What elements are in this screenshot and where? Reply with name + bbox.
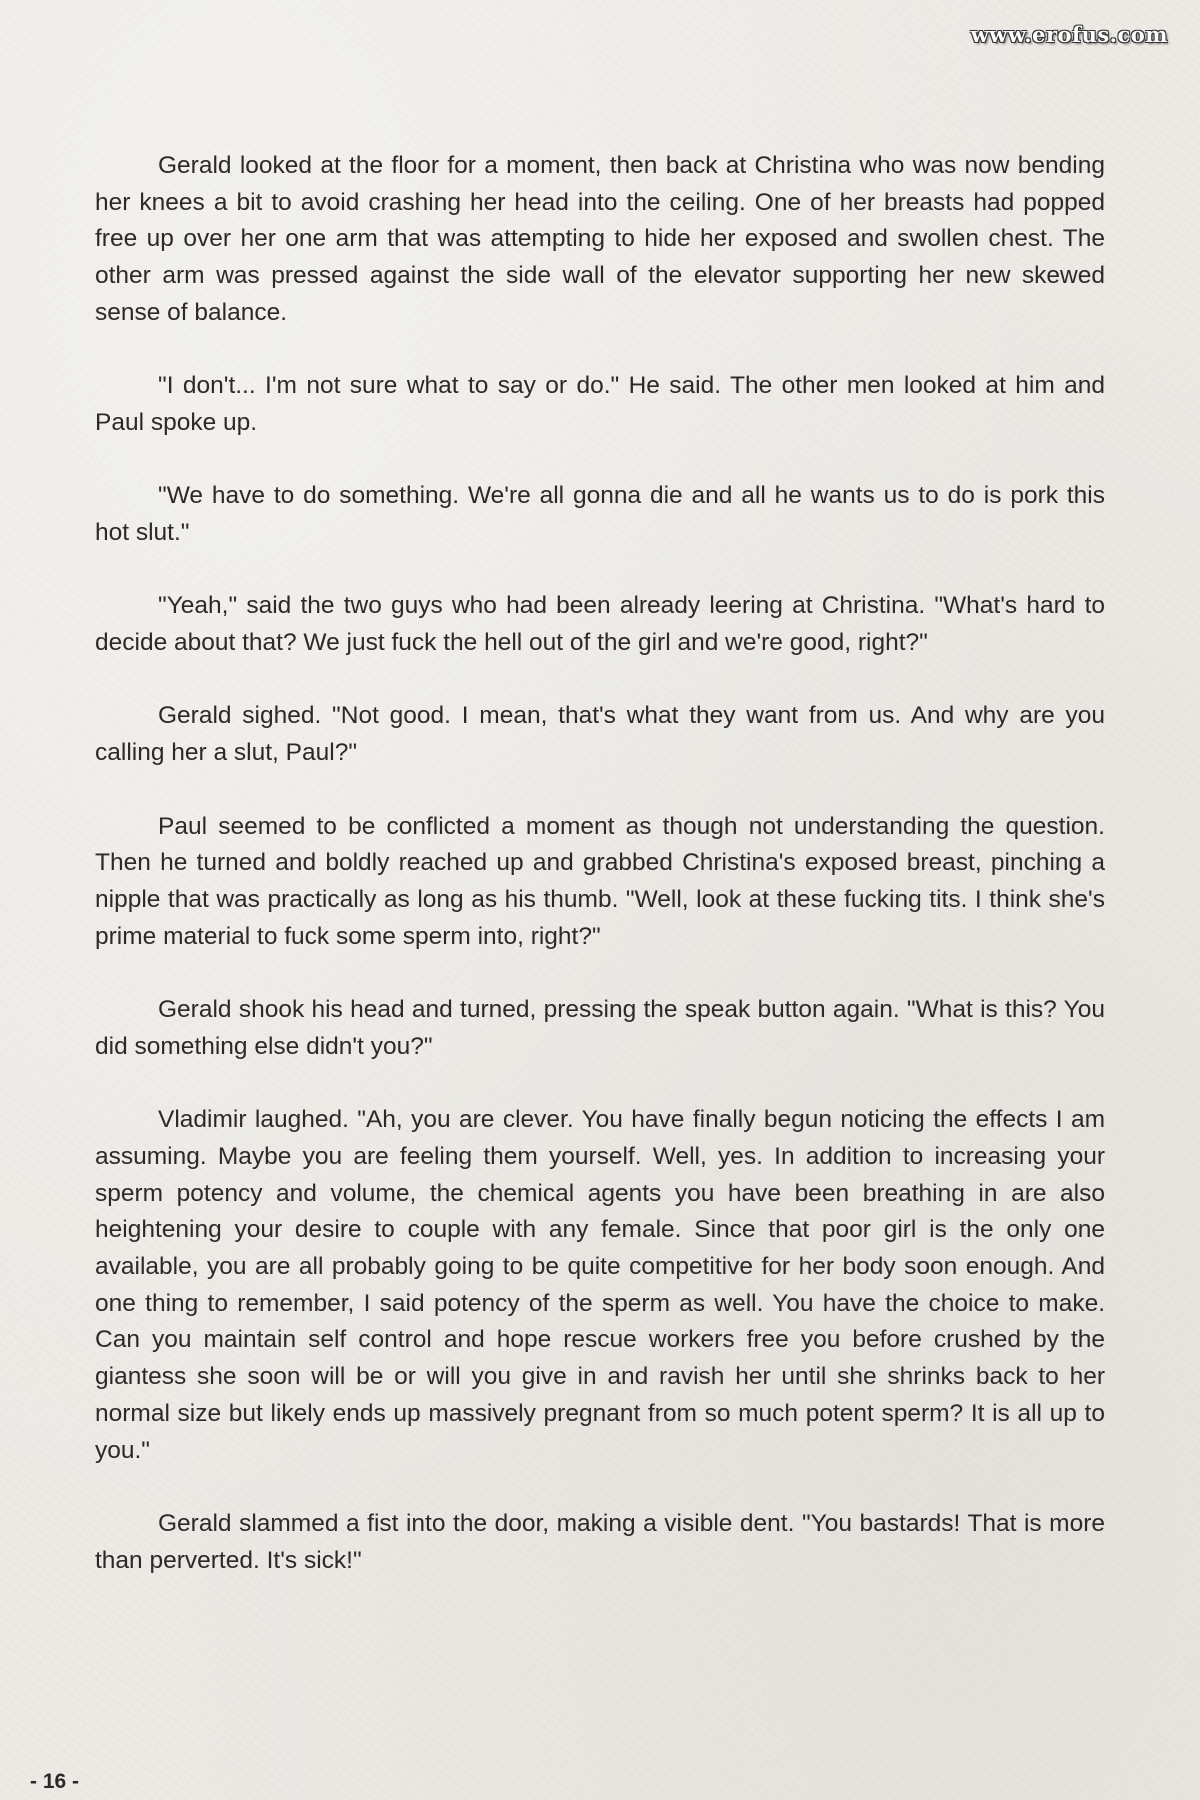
paragraph: Gerald sighed. "Not good. I mean, that's what they want from us. And why are you calling her a slut, Paul?" bbox=[95, 702, 1105, 767]
paragraph: "Yeah," said the two guys who had been already leering at Christina. "What's hard to decide about that? We just fuck the hell out of the girl and we're good, right?" bbox=[95, 592, 1105, 657]
paragraph: "We have to do something. We're all gonna die and all he wants us to do is pork this hot slut." bbox=[95, 482, 1105, 546]
paragraph: "I don't... I'm not sure what to say or do." He said. The other men looked at him and Paul spoke up. bbox=[95, 372, 1105, 436]
paragraph: Vladimir laughed. "Ah, you are clever. You have finally begun noticing the effects I am assuming. Maybe you are feeling them yourself. Well, yes. In addition to increasing your sperm potency and volume, the chemical agents you have been breathing in are also heightening your desire to couple with any female. Since that poor girl is the only one available, you are all probably going to be quite competitive for her body soon enough. And one thing to remember, I said potency of the sperm as well. You have the choice to make. Can you maintain self control and hope rescue workers free you before crushed by the giantess she soon will be or will you give in and ravish her until she shrinks back to her normal size but likely ends up massively pregnant from so much potent sperm? It is all up to you." bbox=[95, 1106, 1105, 1464]
paragraph: Gerald looked at the floor for a moment, then back at Christina who was now bending her knees a bit to avoid crashing her head into the ceiling. One of her breasts had popped free up over her one arm that was attempting to hide her exposed and swollen chest. The other arm was pressed against the side wall of the elevator supporting her new skewed sense of balance. bbox=[95, 152, 1105, 326]
watermark: www.erofus.com bbox=[970, 22, 1168, 47]
paragraph: Paul seemed to be conflicted a moment as though not understanding the question. Then he turned and boldly reached up and grabbed Christina's exposed breast, pinching a nipple that was practically as long as his thumb. "Well, look at these fucking tits. I think she's prime material to fuck some sperm into, right?" bbox=[95, 812, 1105, 950]
page-number: - 16 - bbox=[30, 1770, 80, 1793]
story-text bbox=[95, 148, 1105, 1616]
paragraph: Gerald slammed a fist into the door, making a visible dent. "You bastards! That is more than perverted. It's sick!" bbox=[95, 1509, 1105, 1574]
paragraph: Gerald shook his head and turned, pressing the speak button again. "What is this? You did something else didn't you?" bbox=[95, 996, 1105, 1060]
